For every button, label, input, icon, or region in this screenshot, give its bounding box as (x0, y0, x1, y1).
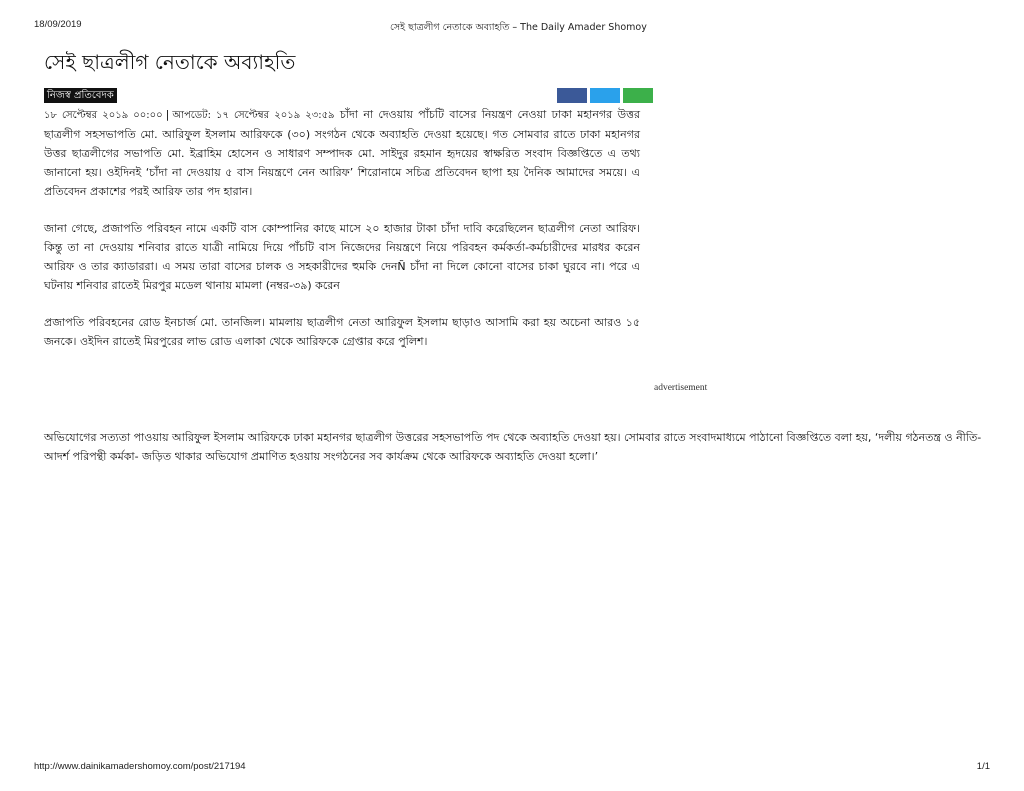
reporter-tag[interactable]: নিজস্ব প্রতিবেদক (44, 88, 117, 103)
meta-separator: | (165, 108, 170, 121)
print-footer-url: http://www.dainikamadershomoy.com/post/217194 (34, 761, 246, 772)
share-more-button[interactable] (623, 88, 653, 103)
updated-date: আপডেট: ১৭ সেপ্টেম্বর ২০১৯ ২৩:৫৯ (172, 110, 335, 121)
share-facebook-button[interactable] (557, 88, 587, 103)
advertisement-label: advertisement (654, 383, 708, 393)
print-page-number: 1/1 (976, 761, 990, 772)
print-page-title: সেই ছাত্রলীগ নেতাকে অব্যাহতি – The Daily Amader Shomoy (390, 22, 647, 33)
article-body-full-width (44, 428, 990, 466)
print-date: 18/09/2019 (34, 19, 82, 30)
published-date: ১৮ সেপ্টেম্বর ২০১৯ ০০:০০ (44, 110, 163, 121)
article-headline: সেই ছাত্রলীগ নেতাকে অব্যাহতি (44, 50, 296, 74)
article-paragraph: প্রজাপতি পরিবহনের রোড ইনচার্জ মো. তানজিল। মামলায় ছাত্রলীগ নেতা আরিফুল ইসলাম ছাড়াও আসামি করা হয় অচেনা আরও ১৫ জনকে। ওইদিন রাতেই মিরপুরের লাভ রোড এলাকা থেকে আরিফকে গ্রেপ্তার করে পুলিশ। (44, 316, 640, 348)
article-paragraph (44, 105, 640, 201)
share-bar (557, 88, 653, 103)
article-body (44, 105, 640, 369)
article-paragraph: জানা গেছে, প্রজাপতি পরিবহন নামে একটি বাস কোম্পানির কাছে মাসে ২০ হাজার টাকা চাঁদা দাবি করেছিলেন ছাত্রলীগ নেতা আরিফ। কিন্তু তা না দেওয়ায় শনিবার রাতে যাত্রী নামিয়ে দিয়ে পাঁচটি বাস নিজেদের নিয়ন্ত্রণে নিয়ে পরিবহন কর্মকর্তা-কর্মচারীদের মারধর করেন আরিফ ও তার ক্যাডাররা। এ সময় তারা বাসের চালক ও সহকারীদের হুমকি দেনÑ চাঁদা না দিলে কোনো বাসের চাকা ঘুরবে না। পরে এ ঘটনায় শনিবার রাতেই মিরপুর মডেল থানায় মামলা (নম্বর-৩৯) করেন (44, 222, 640, 292)
share-twitter-button[interactable] (590, 88, 620, 103)
article-paragraph: অভিযোগের সত্যতা পাওয়ায় আরিফুল ইসলাম আরিফকে ঢাকা মহানগর ছাত্রলীগ উত্তরের সহসভাপতি পদ থেকে অব্যাহতি দেওয়া হয়। সোমবার রাতে সংবাদমাধ্যমে পাঠানো বিজ্ঞপ্তিতে বলা হয়, ‘দলীয় গঠনতন্ত্র ও নীতি-আদর্শ পরিপন্থী কর্মকা- জড়িত থাকার অভিযোগ প্রমাণিত হওয়ায় সংগঠনের সব কার্যক্রম থেকে আরিফকে অব্যাহতি দেওয়া হলো।’ (44, 431, 982, 463)
paragraph-text: চাঁদা না দেওয়ায় পাঁচটি বাসের নিয়ন্ত্রণ নেওয়া ঢাকা মহানগর উত্তর ছাত্রলীগ সহসভাপতি মো. আরিফুল ইসলাম আরিফকে (৩০) সংগঠন থেকে অব্যাহতি দেওয়া হয়েছে। গত সোমবার রাতে ঢাকা মহানগর উত্তর ছাত্রলীগের সভাপতি মো. ইব্রাহিম হোসেন ও সাধারণ সম্পাদক মো. সাইদুর রহমান হৃদয়ের স্বাক্ষরিত সংবাদ বিজ্ঞপ্তিতে এ তথ্য জানানো হয়। ওইদিনই ‘চাঁদা না দেওয়ায় ৫ বাস নিয়ন্ত্রণে নেন আরিফ’ শিরোনামে সচিত্র প্রতিবেদন ছাপা হয় দৈনিক আমাদের সময়ে। এ প্রতিবেদন প্রকাশের পরই আরিফ তার পদ হারান। (44, 108, 641, 198)
